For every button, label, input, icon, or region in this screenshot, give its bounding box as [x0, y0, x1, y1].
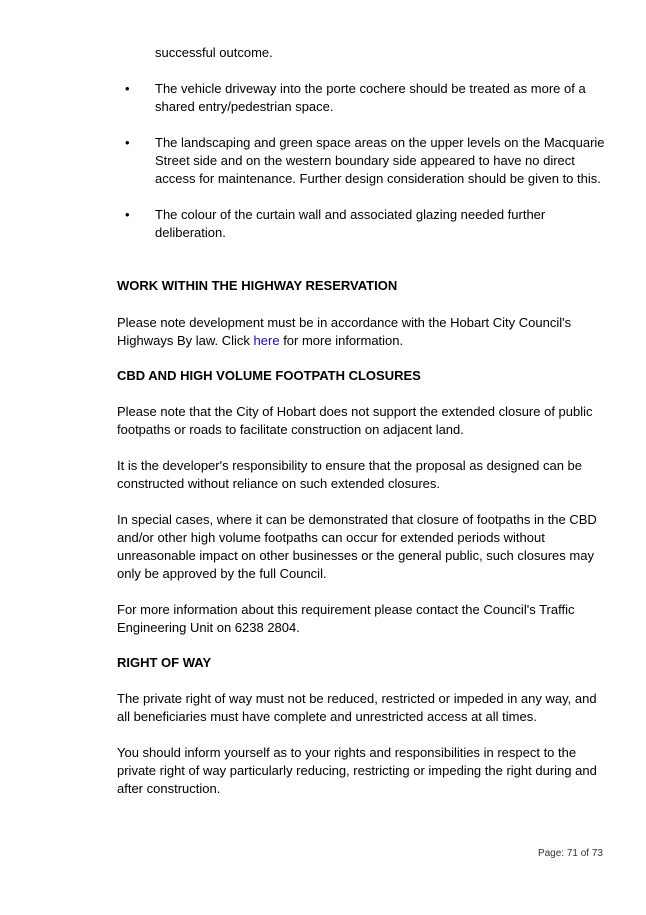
paragraph-right-of-way-2: You should inform yourself as to your rights and responsibilities in respect to the private right of way particularly reducing, restricting or impeding the right during and after construction. [117, 745, 597, 796]
continuation-text: successful outcome. [155, 45, 273, 60]
paragraph-closures-2: It is the developer's responsibility to ensure that the proposal as designed can be constructed without reliance on such extended closures. [117, 458, 582, 491]
bullet-item [0, 80, 605, 116]
paragraph-closures-3: In special cases, where it can be demonstrated that closure of footpaths in the CBD and/or other high volume footpaths can occur for extended periods without unreasonable impact on other businesses or the general public, such closures may only be approved by the full Council. [117, 512, 597, 581]
bullet-list [0, 80, 646, 260]
bullet-text: The colour of the curtain wall and associated glazing needed further deliberation. [155, 207, 546, 240]
paragraph-closures-4: For more information about this requirement please contact the Council's Traffic Engineering Unit on 6238 2804. [117, 602, 575, 635]
heading-highway-reservation: WORK WITHIN THE HIGHWAY RESERVATION [117, 278, 398, 293]
bullet-item [0, 134, 605, 188]
paragraph-right-of-way-1: The private right of way must not be reduced, restricted or impeded in any way, and all beneficiaries must have complete and unrestricted access at all times. [117, 691, 597, 724]
more-information-link[interactable]: here [253, 333, 280, 348]
bullet-icon: • [125, 81, 130, 96]
paragraph-highway-bylaw [117, 314, 607, 350]
paragraph-text: for more information. [279, 333, 404, 348]
bullet-item [0, 206, 605, 242]
paragraph-closures-1: Please note that the City of Hobart does not support the extended closure of public footpaths or roads to facilitate construction on adjacent land. [117, 404, 593, 437]
paragraph-text: Please note development must be in accordance with the Hobart City Council's Highways By law. Click [117, 315, 572, 348]
heading-footpath-closures: CBD AND HIGH VOLUME FOOTPATH CLOSURES [117, 368, 421, 383]
bullet-icon: • [125, 207, 130, 222]
bullet-text: The landscaping and green space areas on the upper levels on the Macquarie Street side and on the western boundary side appeared to have no direct access for maintenance. Further design consideration should be given to this. [155, 135, 605, 186]
page-number: Page: 71 of 73 [537, 848, 603, 859]
bullet-text: The vehicle driveway into the porte cochere should be treated as more of a shared entry/pedestrian space. [155, 81, 586, 114]
bullet-icon: • [125, 135, 130, 150]
heading-right-of-way: RIGHT OF WAY [117, 655, 212, 670]
